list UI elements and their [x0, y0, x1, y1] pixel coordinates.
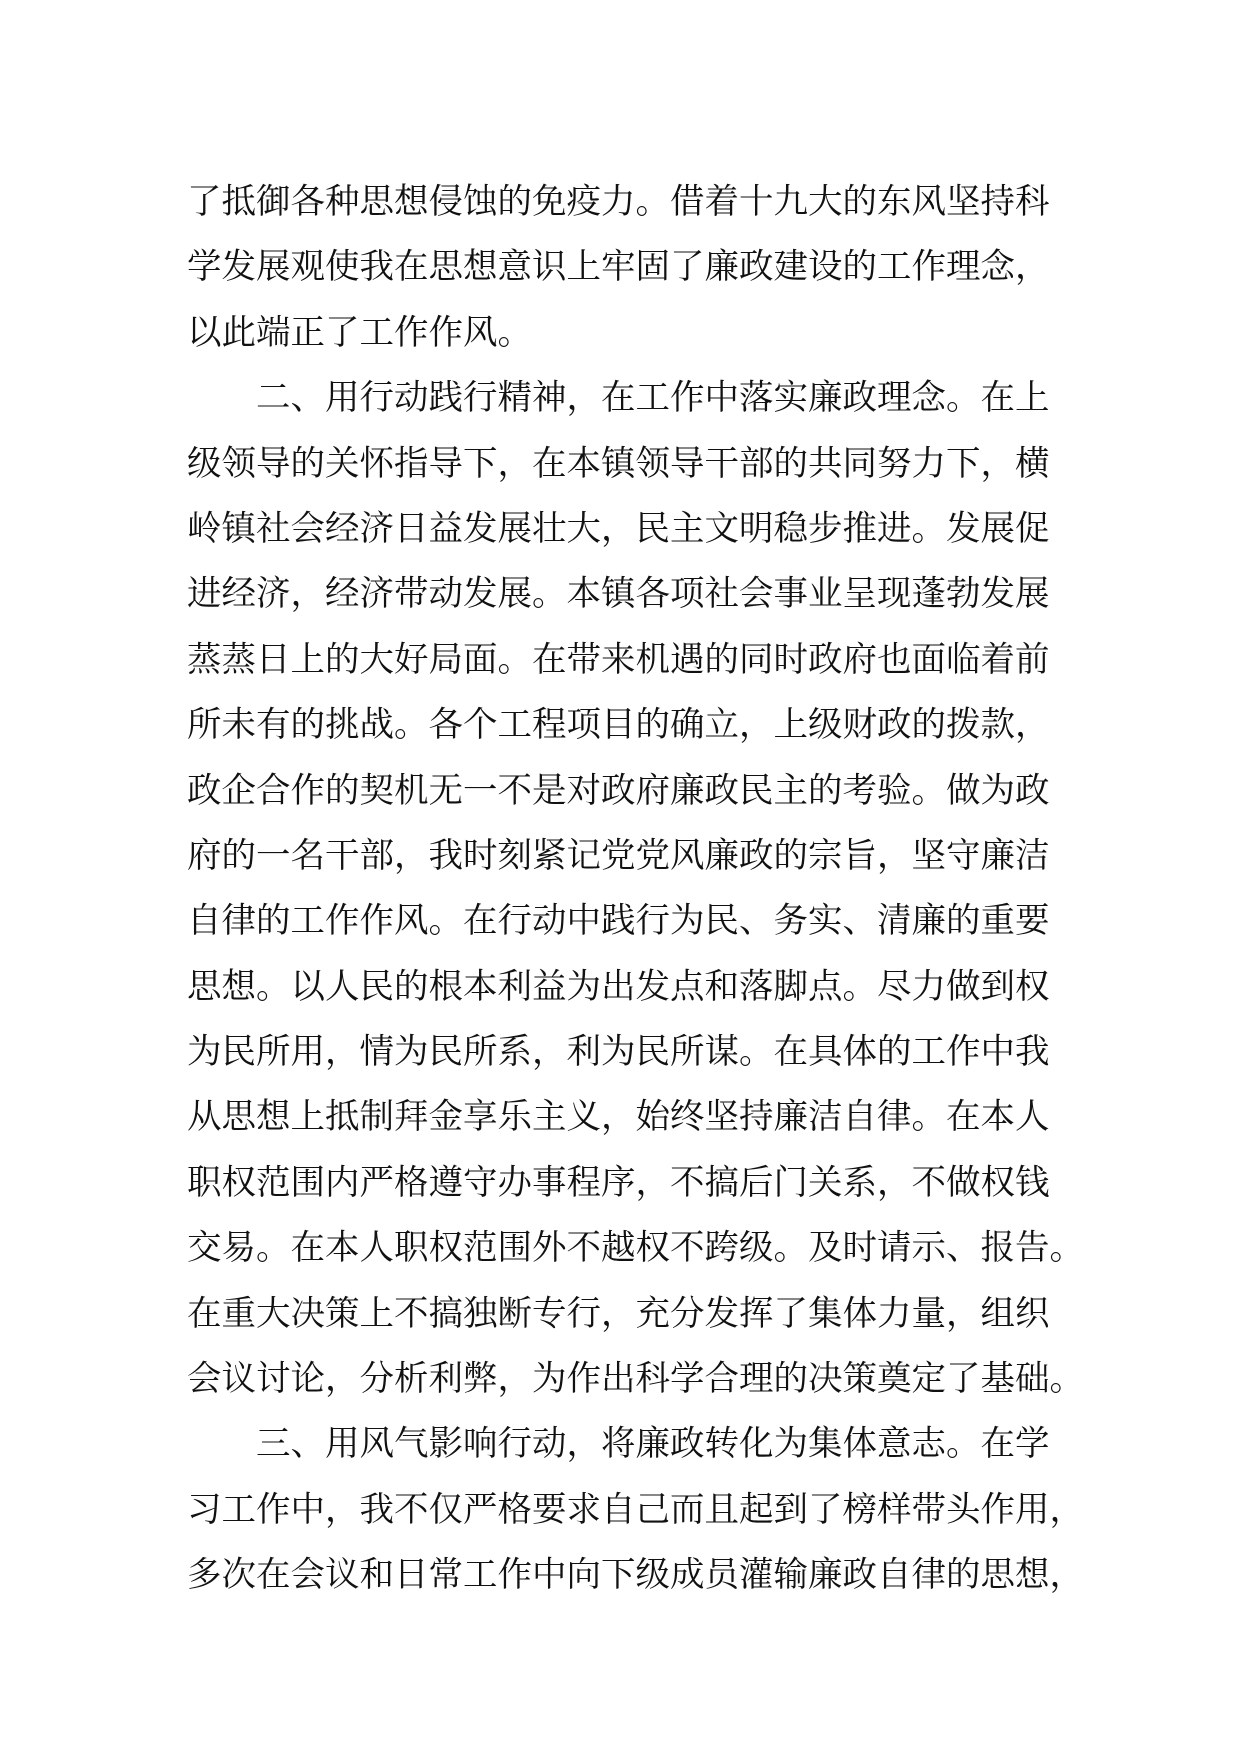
- text-line: 在重大决策上不搞独断专行，充分发挥了集体力量，组织: [187, 1293, 1050, 1334]
- text-line: 级领导的关怀指导下，在本镇领导干部的共同努力下，横: [187, 443, 1050, 484]
- text-line: 自律的工作作风。在行动中践行为民、务实、清廉的重要: [187, 901, 1050, 942]
- text-line: 蒸蒸日上的大好局面。在带来机遇的同时政府也面临着前: [187, 639, 1050, 680]
- text-line: 从思想上抵制拜金享乐主义，始终坚持廉洁自律。在本人: [187, 1097, 1050, 1138]
- text-line: 了抵御各种思想侵蚀的免疫力。借着十九大的东风坚持科: [187, 182, 1050, 222]
- text-line: 进经济，经济带动发展。本镇各项社会事业呈现蓬勃发展: [187, 574, 1050, 615]
- text-line: 会议讨论，分析利弊，为作出科学合理的决策奠定了基础。: [187, 1359, 1084, 1400]
- paragraph-start-line: 二、用行动践行精神，在工作中落实廉政理念。在上: [256, 378, 1050, 419]
- text-line: 思想。以人民的根本利益为出发点和落脚点。尽力做到权: [187, 966, 1050, 1007]
- text-line: 多次在会议和日常工作中向下级成员灌输廉政自律的思想，: [187, 1555, 1084, 1596]
- paragraph-start-line: 三、用风气影响行动，将廉政转化为集体意志。在学: [256, 1424, 1050, 1465]
- text-line: 所未有的挑战。各个工程项目的确立，上级财政的拨款，: [187, 705, 1050, 746]
- text-line: 习工作中，我不仅严格要求自己而且起到了榜样带头作用，: [187, 1489, 1084, 1530]
- text-line: 学发展观使我在思想意识上牢固了廉政建设的工作理念，: [187, 247, 1050, 288]
- text-line: 为民所用，情为民所系，利为民所谋。在具体的工作中我: [187, 1032, 1050, 1073]
- text-line: 府的一名干部，我时刻紧记党党风廉政的宗旨，坚守廉洁: [187, 835, 1050, 876]
- text-line: 政企合作的契机无一不是对政府廉政民主的考验。做为政: [187, 770, 1050, 811]
- text-line: 职权范围内严格遵守办事程序，不搞后门关系，不做权钱: [187, 1162, 1050, 1203]
- text-line: 交易。在本人职权范围外不越权不跨级。及时请示、报告。: [187, 1228, 1084, 1269]
- text-line: 岭镇社会经济日益发展壮大，民主文明稳步推进。发展促: [187, 508, 1050, 549]
- body-text: [187, 170, 1084, 1609]
- text-line: 以此端正了工作作风。: [187, 312, 532, 353]
